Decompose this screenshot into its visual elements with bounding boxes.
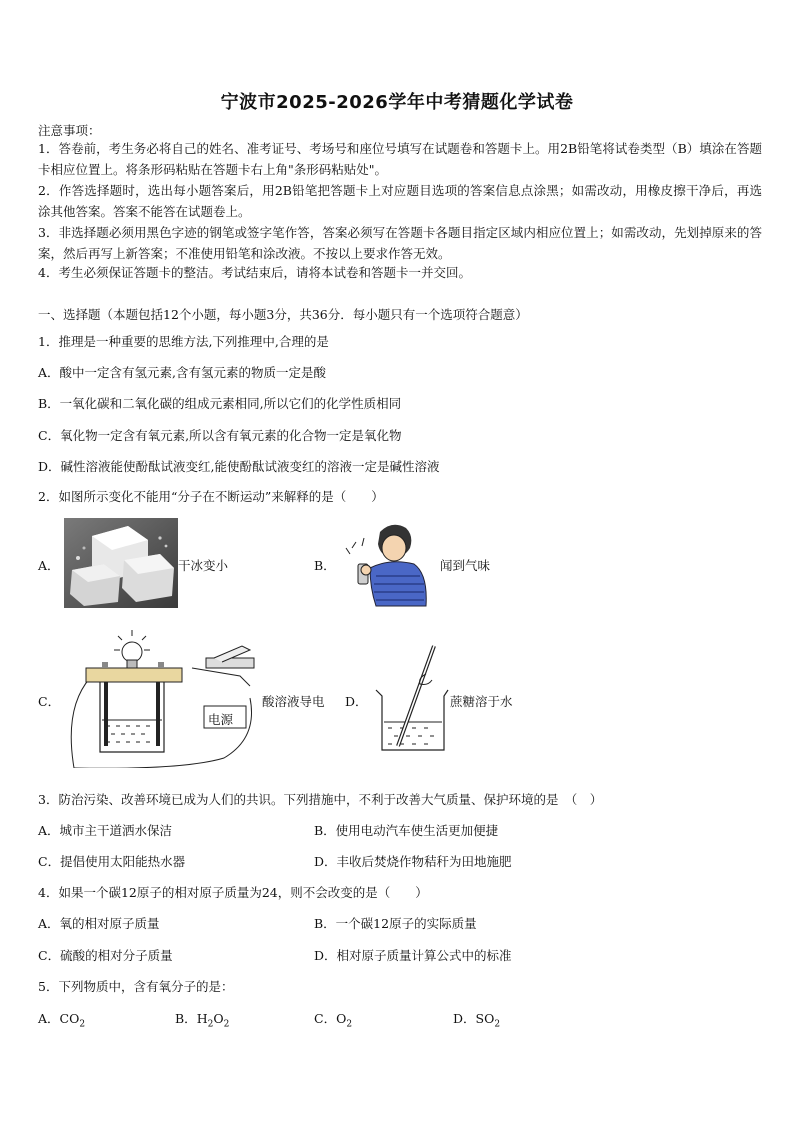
q3-stem: 3．防治污染、改善环境已成为人们的共识。下列措施中，不利于改善大气质量、保护环境的是 （ ） <box>38 792 603 807</box>
q5-d-label: D． <box>453 1011 476 1026</box>
q5-c-subscript: 2 <box>346 1019 353 1030</box>
notice-heading: 注意事项： <box>38 123 101 138</box>
notice-item-3: 3．非选择题必须用黑色字迹的钢笔或签字笔作答，答案必须写在答题卡各题目指定区域内相应位置上；如需改动，先划掉原来的答案，然后再写上新答案；不准使用铅笔和涂改液。不按以上要求作答无效。 <box>38 225 762 261</box>
q5-d-formula: SO <box>475 1011 495 1026</box>
q5-a-subscript: 2 <box>79 1019 86 1030</box>
q2-a-text: 干冰变小 <box>178 558 229 573</box>
q5-b-formula-2: O <box>213 1011 224 1026</box>
boy-smelling-figure <box>340 518 432 610</box>
dry-ice-photo <box>64 518 178 608</box>
q3-option-c: C．提倡使用太阳能热水器 <box>38 854 186 869</box>
q5-b-subscript-1: 2 <box>207 1019 214 1030</box>
q4-option-a: A．氧的相对原子质量 <box>38 916 160 931</box>
q2-stem: 2．如图所示变化不能用“分子在不断运动”来解释的是（ ） <box>38 489 384 504</box>
q5-a-formula: CO <box>59 1011 80 1026</box>
q5-a-label: A． <box>38 1011 60 1026</box>
q1-option-d: D．碱性溶液能使酚酞试液变红,能使酚酞试液变红的溶液一定是碱性溶液 <box>38 459 440 474</box>
q5-d-subscript: 2 <box>494 1019 501 1030</box>
q4-stem: 4．如果一个碳12原子的相对原子质量为24，则不会改变的是（ ） <box>38 885 428 900</box>
notice-item-1: 1．答卷前，考生务必将自己的姓名、准考证号、考场号和座位号填写在试题卷和答题卡上。用2B铅笔将试卷类型（B）填涂在答题卡相应位置上。将条形码粘贴在答题卡右上角"条形码粘贴处"。 <box>38 141 762 177</box>
notice-item-2: 2．作答选择题时，选出每小题答案后，用2B铅笔把答题卡上对应题目选项的答案信息点涂黑；如需改动，用橡皮擦干净后，再选涂其他答案。答案不能答在试题卷上。 <box>38 183 762 219</box>
q4-option-b: B．一个碳12原子的实际质量 <box>314 916 477 931</box>
q2-a-letter: A． <box>38 558 60 573</box>
q5-stem: 5．下列物质中，含有氧分子的是： <box>38 979 234 994</box>
q1-stem: 1．推理是一种重要的思维方法,下列推理中,合理的是 <box>38 334 329 349</box>
q2-d-text: 蔗糖溶于水 <box>450 694 513 709</box>
sugar-beaker-figure <box>372 644 450 756</box>
q1-option-a: A．酸中一定含有氢元素,含有氢元素的物质一定是酸 <box>38 365 327 380</box>
page-title: 宁波市2025-2026学年中考猜题化学试卷 <box>220 92 574 113</box>
q5-option-c <box>314 1008 352 1036</box>
q2-d-letter: D． <box>345 694 368 709</box>
q2-b-letter: B． <box>314 558 336 573</box>
q2-c-text: 酸溶液导电 <box>262 694 325 709</box>
section-heading: 一、选择题（本题包括12个小题，每小题3分，共36分．每小题只有一个选项符合题意） <box>38 307 528 322</box>
q4-option-d: D．相对原子质量计算公式中的标准 <box>314 948 512 963</box>
notice-item-4: 4．考生必须保证答题卡的整洁。考试结束后，请将本试卷和答题卡一并交回。 <box>38 265 471 280</box>
q5-b-formula-1: H <box>196 1011 208 1026</box>
q3-option-d: D．丰收后焚烧作物秸秆为田地施肥 <box>314 854 512 869</box>
q1-option-c: C．氧化物一定含有氧元素,所以含有氧元素的化合物一定是氧化物 <box>38 428 402 443</box>
q5-b-subscript-2: 2 <box>223 1019 230 1030</box>
q5-option-a <box>38 1008 85 1036</box>
q1-option-b: B．一氧化碳和二氧化碳的组成元素相同,所以它们的化学性质相同 <box>38 396 402 411</box>
q5-option-d <box>453 1008 500 1036</box>
conductivity-apparatus <box>64 628 260 768</box>
q3-option-b: B．使用电动汽车使生活更加便捷 <box>314 823 499 838</box>
q2-b-text: 闻到气味 <box>440 558 491 573</box>
q3-option-a: A．城市主干道洒水保洁 <box>38 823 173 838</box>
q2-c-letter: C． <box>38 694 61 709</box>
q5-c-label: C． <box>314 1011 337 1026</box>
q5-b-label: B． <box>175 1011 197 1026</box>
q5-option-b <box>175 1008 229 1036</box>
q5-c-formula: O <box>336 1011 347 1026</box>
power-label: 电源 <box>208 712 234 727</box>
q4-option-c: C．硫酸的相对分子质量 <box>38 948 173 963</box>
